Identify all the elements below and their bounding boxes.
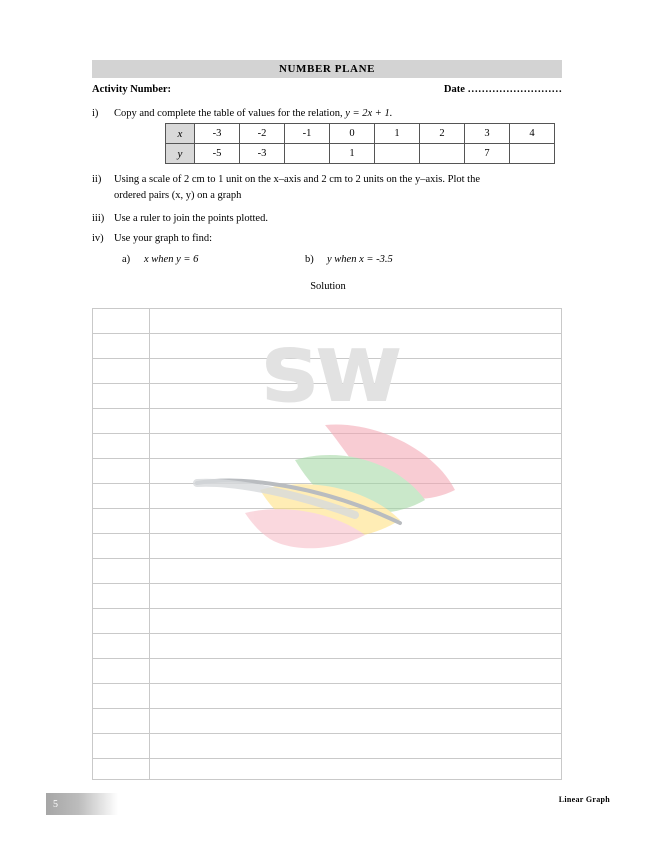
table-of-values [165,123,555,164]
question-2-marker: ii) [92,174,102,185]
table-cell[interactable]: 0 [330,124,375,144]
rule-line [92,308,562,309]
watermark-text: sw [261,312,399,424]
question-2-text [114,172,562,204]
question-4-text: Use your graph to find: [114,233,212,244]
activity-number-label: Activity Number: [92,84,172,95]
question-4a-expression: x when y = 6 [144,254,199,265]
table-cell[interactable]: -3 [240,144,285,164]
question-3 [92,211,562,227]
rule-line [92,408,562,409]
table-row-x-label: x [166,124,195,144]
rule-line [92,358,562,359]
table-cell[interactable] [510,144,555,164]
question-4b [305,252,505,268]
page-title-bar [92,60,562,78]
table-cell[interactable]: -5 [195,144,240,164]
rule-line [92,458,562,459]
table-cell[interactable]: 4 [510,124,555,144]
question-4 [92,231,562,247]
table-cell[interactable]: 1 [330,144,375,164]
rule-line [92,508,562,509]
activity-date-row [92,84,562,95]
question-1-text [114,106,562,122]
rule-line [92,633,562,634]
rule-line [92,533,562,534]
table-cell[interactable]: -3 [195,124,240,144]
question-1 [92,106,562,122]
rule-line [92,779,562,780]
question-2 [92,172,562,204]
rule-line [92,433,562,434]
question-4a-text [144,252,322,268]
table-row-x [166,124,555,144]
rule-line [92,383,562,384]
question-1-marker: i) [92,108,99,119]
rule-line [92,658,562,659]
answer-ruled-area[interactable] [92,308,562,780]
question-2-line-2: ordered pairs (x, y) on a graph [114,189,242,201]
page-number: 5 [53,798,58,810]
table-cell[interactable]: 3 [465,124,510,144]
question-4b-marker: b) [305,254,314,265]
rule-line [92,558,562,559]
question-2-line-1: Using a scale of 2 cm to 1 unit on the x–axis and 2 cm to 2 units on the y–axis. Plot the [114,174,480,185]
question-4a-marker: a) [122,254,131,265]
margin-line-right [561,308,562,780]
table-cell[interactable]: 2 [420,124,465,144]
rule-line [92,683,562,684]
question-4a [122,252,322,268]
table-cell[interactable] [375,144,420,164]
question-4b-text [327,252,505,268]
table-cell[interactable] [420,144,465,164]
question-4-marker: iv) [92,233,104,244]
rule-line [92,583,562,584]
table-row-y-label: y [166,144,195,164]
margin-line-inner [149,308,150,780]
page-title: NUMBER PLANE [278,63,376,75]
question-3-text: Use a ruler to join the points plotted. [114,213,268,224]
rule-line [92,758,562,759]
table-cell[interactable] [285,144,330,164]
table-row-y [166,144,555,164]
page-number-badge [46,793,118,815]
solution-label: Solution [310,281,346,292]
rule-line [92,333,562,334]
table-cell[interactable]: 7 [465,144,510,164]
table-cell[interactable]: -1 [285,124,330,144]
question-1-relation: y = 2x + 1. [345,108,393,119]
table-cell[interactable]: 1 [375,124,420,144]
rule-line [92,708,562,709]
margin-line-left [92,308,93,780]
question-3-marker: iii) [92,213,105,224]
question-4b-expression: y when x = -3.5 [327,254,393,265]
question-1-text-part: Copy and complete the table of values for the relation, [114,108,343,119]
rule-line [92,608,562,609]
table-cell[interactable]: -2 [240,124,285,144]
rule-line [92,483,562,484]
date-label: Date ……………………… [443,84,562,95]
footer-topic: Linear Graph [558,795,610,804]
rule-line [92,733,562,734]
